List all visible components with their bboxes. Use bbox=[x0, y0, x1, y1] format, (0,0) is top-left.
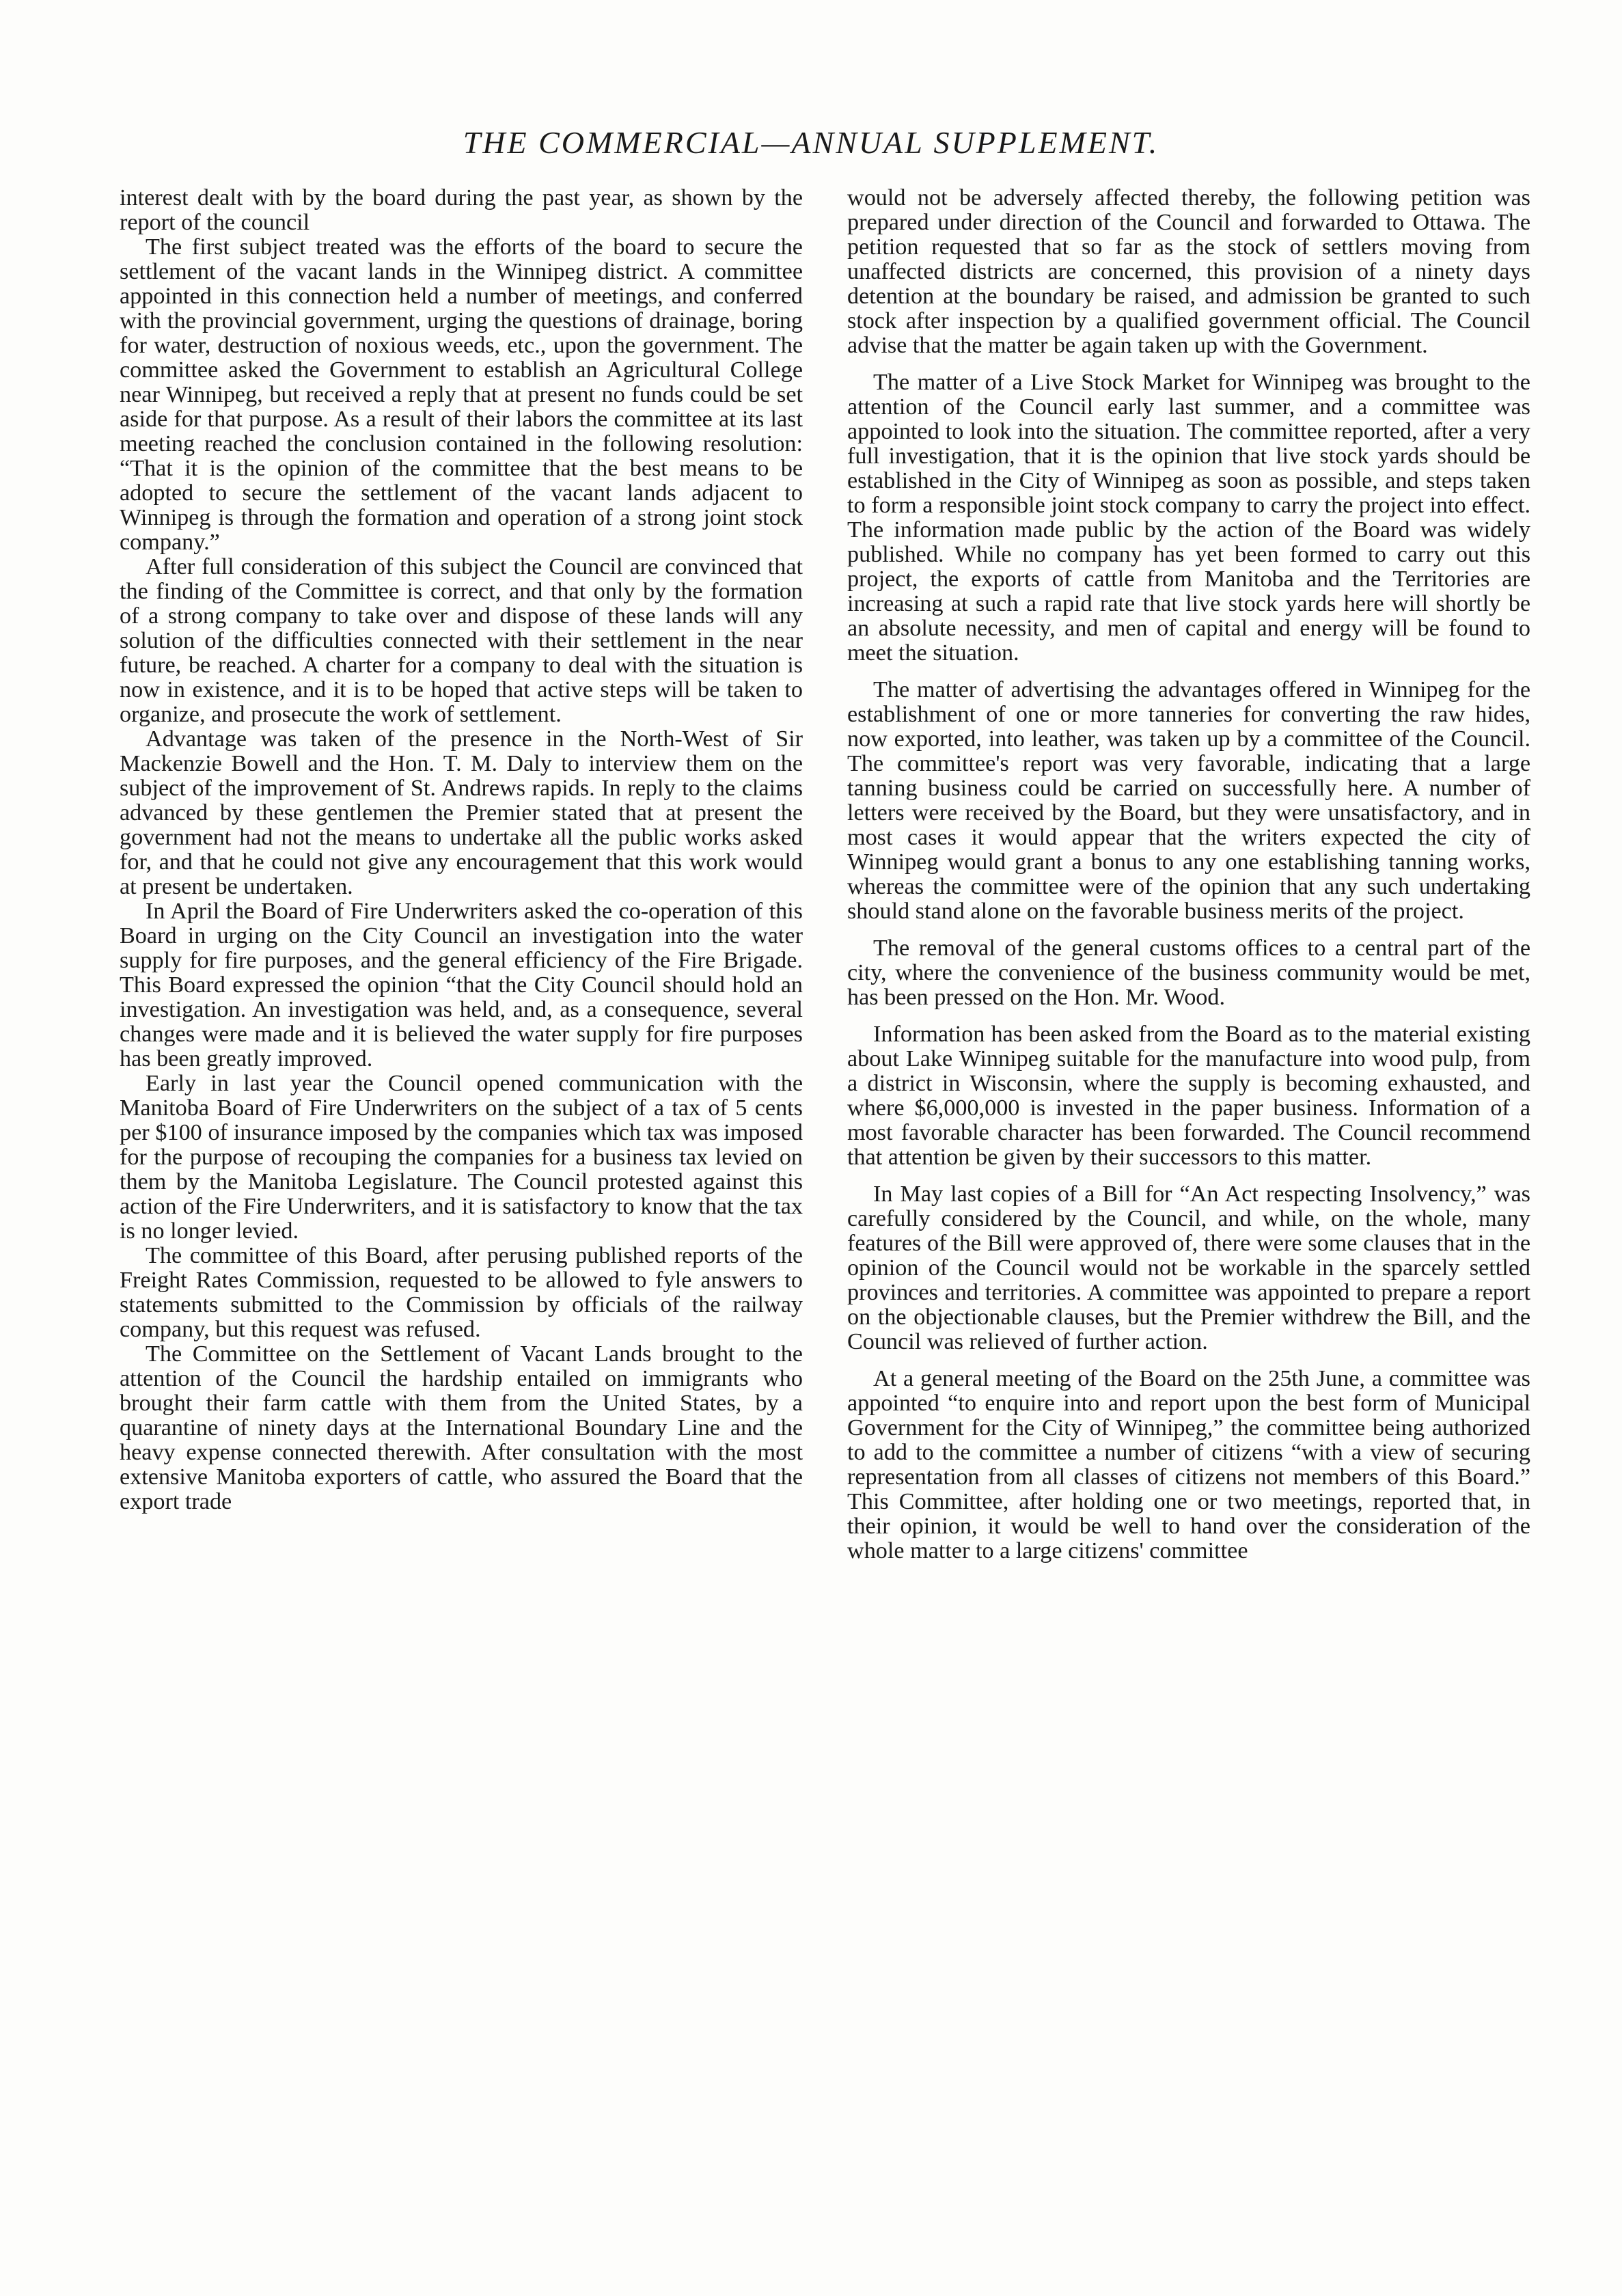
paragraph: The removal of the general customs offices to a central part of the city, where the convenience of the business community would be met, has been pressed on the Hon. Mr. Wood. bbox=[847, 935, 1530, 1010]
paragraph: would not be adversely affected thereby, the following petition was prepared under direction of the Council and forwarded to Ottawa. The petition requested that so far as the stock of settlers moving from unaffected districts are concerned, this provision of a ninety days detention at the boundary be raised, and admission be granted to such stock after inspection by a qualified government official. The Council advise that the matter be again taken up with the Government. bbox=[847, 185, 1530, 358]
paragraph: The committee of this Board, after perusing published reports of the Freight Rates Commission, requested to be allowed to fyle answers to statements submitted to the Commission by officials of the railway company, but this request was refused. bbox=[120, 1243, 803, 1342]
right-column bbox=[847, 186, 1530, 1563]
paragraph: interest dealt with by the board during the past year, as shown by the report of the council bbox=[120, 185, 803, 235]
paragraph: The matter of advertising the advantages offered in Winnipeg for the establishment of one or more tanneries for converting the raw hides, now exported, into leather, was taken up by a committee of the Council. The committee's report was very favorable, indicating that a large tanning business could be carried on successfully here. A number of letters were received by the Board, but they were unsatisfactory, and in most cases it would appear that the writers expected the city of Winnipeg would grant a bonus to any one establishing tanning works, whereas the committee were of the opinion that any such undertaking should stand alone on the favorable business merits of the project. bbox=[847, 677, 1530, 924]
paragraph: Advantage was taken of the presence in the North-West of Sir Mackenzie Bowell and the Hon. T. M. Daly to interview them on the subject of the improvement of St. Andrews rapids. In reply to the claims advanced by these gentlemen the Premier stated that at present the government had not the means to undertake all the public works asked for, and that he could not give any encouragement that this work would at present be undertaken. bbox=[120, 726, 803, 899]
paragraph: Early in last year the Council opened communication with the Manitoba Board of Fire Underwriters on the subject of a tax of 5 cents per $100 of insurance imposed by the companies which tax was imposed for the purpose of recouping the companies for a business tax levied on them by the Manitoba Legislature. The Council protested against this action of the Fire Underwriters, and it is satisfactory to know that the tax is no longer levied. bbox=[120, 1071, 803, 1244]
paragraph: The matter of a Live Stock Market for Winnipeg was brought to the attention of the Council early last summer, and a committee was appointed to look into the situation. The committee reported, after a very full investigation, that it is the opinion that live stock yards should be established in the City of Winnipeg as soon as possible, and steps taken to form a responsible joint stock company to carry the project into effect. The information made public by the action of the Board was widely published. While no company has yet been formed to carry out this project, the exports of cattle from Manitoba and the Territories are increasing at such a rapid rate that live stock yards here will shortly be an absolute necessity, and men of capital and energy will be found to meet the situation. bbox=[847, 370, 1530, 666]
paragraph: In April the Board of Fire Underwriters asked the co-operation of this Board in urging on the City Council an investigation into the water supply for fire purposes, and the general efficiency of the Fire Brigade. This Board expressed the opinion “that the City Council should hold an investigation. An investigation was held, and, as a consequence, several changes were made and it is believed the water supply for fire purposes has been greatly improved. bbox=[120, 899, 803, 1071]
paragraph: At a general meeting of the Board on the 25th June, a committee was appointed “to enquire into and report upon the best form of Municipal Government for the City of Winnipeg,” the committee being authorized to add to the committee a number of citizens “with a view of securing representation from all classes of citizens not members of this Board.” This Committee, after holding one or two meetings, reported that, in their opinion, it would be well to hand over the consideration of the whole matter to a large citizens' committee bbox=[847, 1366, 1530, 1563]
left-column bbox=[120, 186, 803, 1514]
running-head: THE COMMERCIAL—ANNUAL SUPPLEMENT. bbox=[463, 125, 1159, 160]
paragraph: After full consideration of this subject the Council are convinced that the finding of the Committee is correct, and that only by the formation of a strong company to take over and dispose of these lands will any solution of the difficulties connected with their settlement in the near future, be reached. A charter for a company to deal with the situation is now in existence, and it is to be hoped that active steps will be taken to organize, and prosecute the work of settlement. bbox=[120, 554, 803, 727]
paragraph: Information has been asked from the Board as to the material existing about Lake Winnipeg suitable for the manufacture into wood pulp, from a district in Wisconsin, where the supply is becoming exhausted, and where $6,000,000 is invested in the paper business. Information of a most favorable character has been forwarded. The Council recommend that attention be given by their successors to this matter. bbox=[847, 1022, 1530, 1170]
paragraph: The first subject treated was the efforts of the board to secure the settlement of the vacant lands in the Winnipeg district. A committee appointed in this connection held a number of meetings, and conferred with the provincial government, urging the questions of drainage, boring for water, destruction of noxious weeds, etc., upon the government. The committee asked the Government to establish an Agricultural College near Winnipeg, but received a reply that at present no funds could be set aside for that purpose. As a result of their labors the committee at its last meeting reached the conclusion contained in the following resolution: “That it is the opinion of the committee that the best means to be adopted to secure the settlement of the vacant lands adjacent to Winnipeg is through the formation and operation of a strong joint stock company.” bbox=[120, 234, 803, 555]
paragraph: The Committee on the Settlement of Vacant Lands brought to the attention of the Council the hardship entailed on immigrants who brought their farm cattle with them from the United States, by a quarantine of ninety days at the International Boundary Line and the heavy expense connected therewith. After consultation with the most extensive Manitoba exporters of cattle, who assured the Board that the export trade bbox=[120, 1341, 803, 1514]
paragraph: In May last copies of a Bill for “An Act respecting Insolvency,” was carefully considered by the Council, and while, on the whole, many features of the Bill were approved of, there were some clauses that in the opinion of the Council would not be workable in the sparcely settled provinces and territories. A committee was appointed to prepare a report on the objectionable clauses, but the Premier withdrew the Bill, and the Council was relieved of further action. bbox=[847, 1181, 1530, 1354]
